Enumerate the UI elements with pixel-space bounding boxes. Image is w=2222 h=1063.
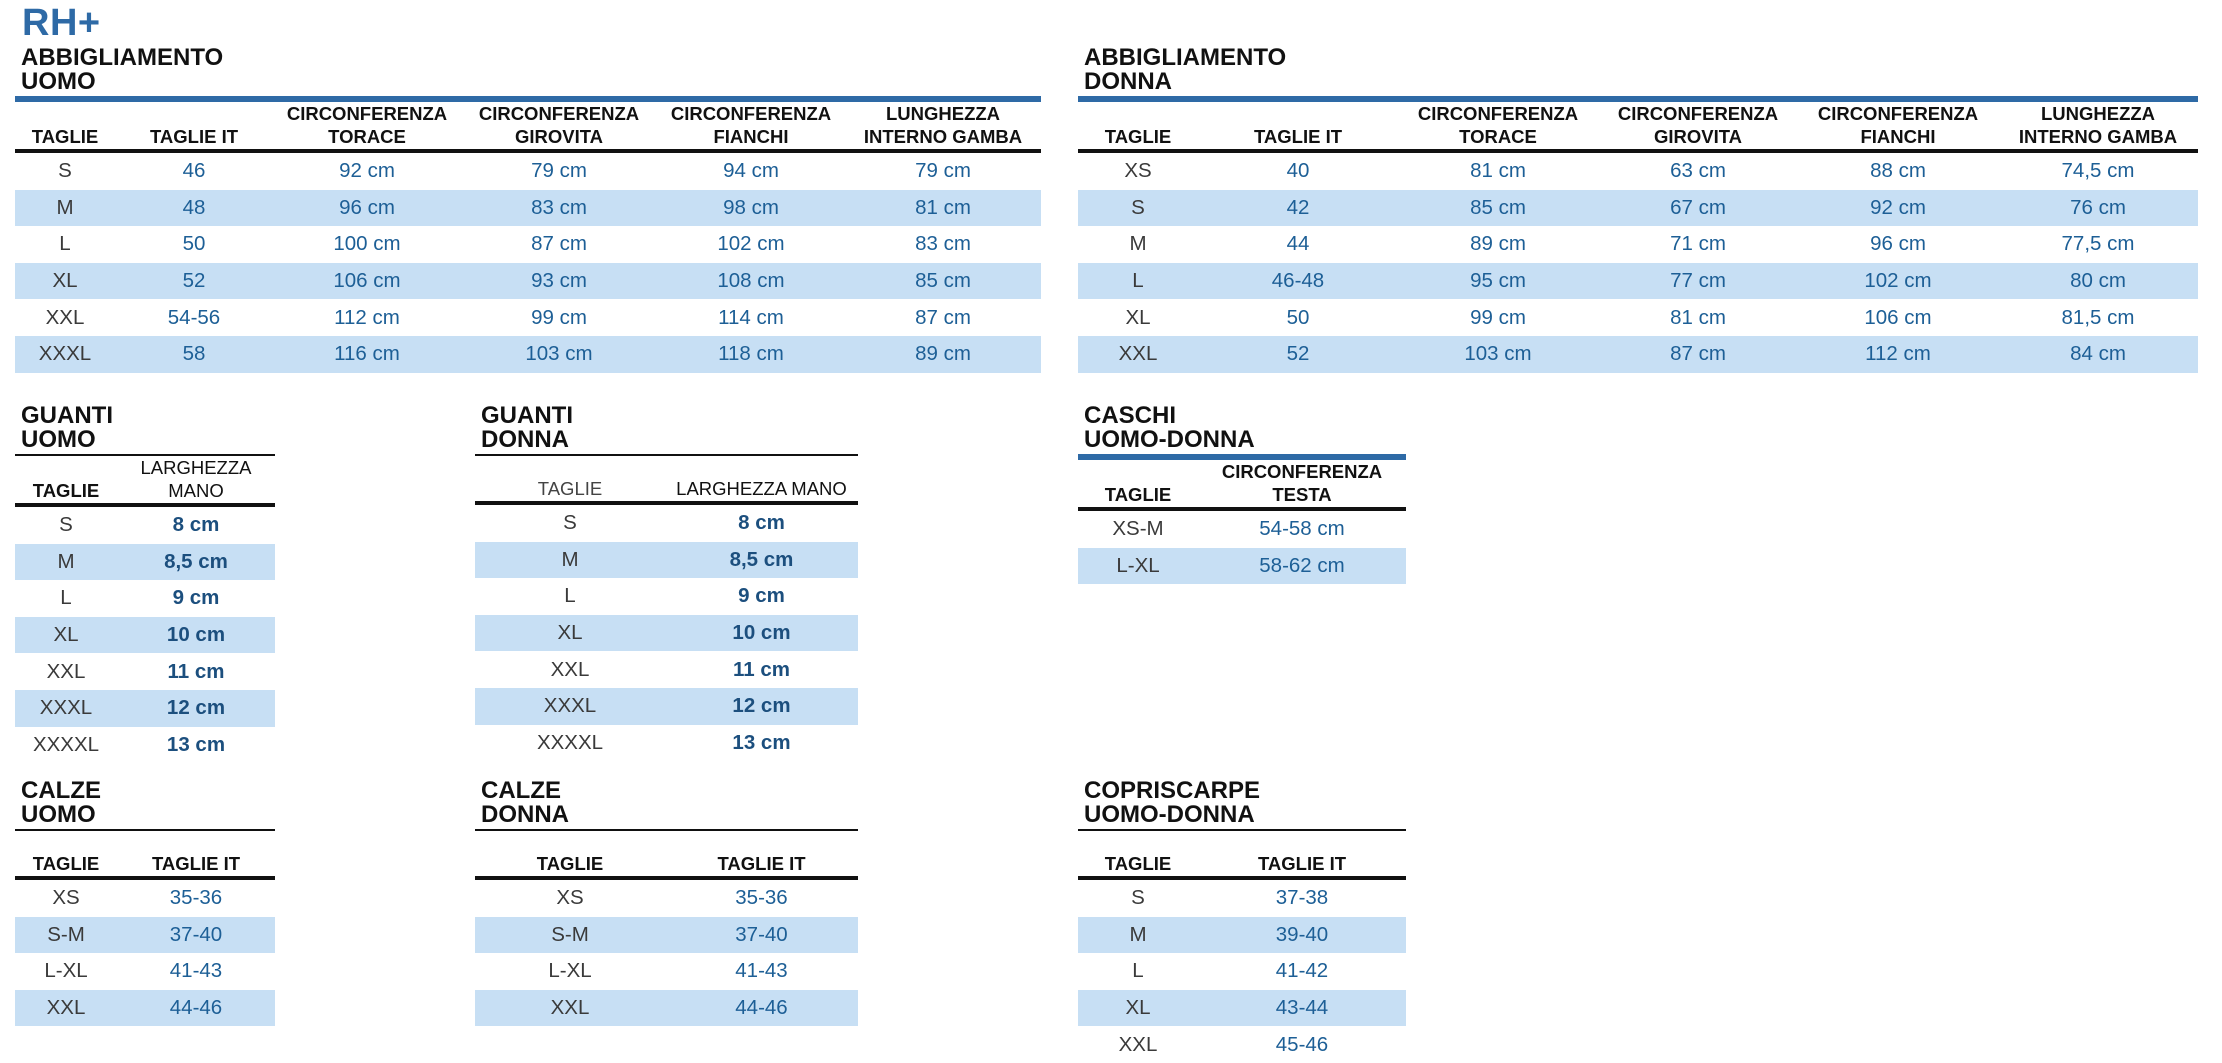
calze-donna-table bbox=[475, 829, 858, 1026]
column-header: TAGLIE IT bbox=[117, 830, 275, 878]
size-cell: XS bbox=[556, 886, 584, 910]
column-header: CIRCONFERENZA FIANCHI bbox=[657, 99, 845, 151]
value-cell: 85 cm bbox=[1398, 190, 1598, 227]
size-cell: S bbox=[1131, 886, 1145, 910]
table-row bbox=[15, 226, 1041, 263]
value-cell: 50 bbox=[182, 232, 206, 256]
column-header: TAGLIE bbox=[1078, 830, 1198, 878]
value-cell: 92 cm bbox=[1798, 190, 1998, 227]
guanti-uomo-table bbox=[15, 454, 275, 763]
size-cell: L-XL bbox=[44, 959, 88, 983]
value-cell: 46-48 bbox=[1198, 263, 1398, 300]
value-cell: 13 cm bbox=[732, 730, 791, 754]
value-cell: 54-56 bbox=[167, 305, 221, 329]
table-row bbox=[1078, 190, 2198, 227]
value-cell: 12 cm bbox=[117, 690, 275, 727]
value-cell: 87 cm bbox=[531, 232, 587, 256]
value-cell: 103 cm bbox=[461, 336, 657, 373]
size-cell: XXL bbox=[1118, 1032, 1158, 1056]
column-header: LUNGHEZZA INTERNO GAMBA bbox=[845, 99, 1041, 151]
value-cell: 58 bbox=[115, 336, 273, 373]
value-cell: 41-42 bbox=[1275, 959, 1329, 983]
header-row bbox=[1078, 830, 1406, 878]
value-cell: 112 cm bbox=[1798, 336, 1998, 373]
size-cell: M bbox=[1129, 232, 1147, 256]
table-row bbox=[475, 990, 858, 1027]
size-cell: XXXXL bbox=[32, 732, 100, 756]
value-cell: 112 cm bbox=[334, 305, 400, 329]
column-header: TAGLIE bbox=[1078, 99, 1198, 151]
column-header: TAGLIE bbox=[1078, 457, 1198, 509]
value-cell: 8,5 cm bbox=[117, 544, 275, 581]
header-row bbox=[15, 455, 275, 505]
size-cell: XXL bbox=[1078, 336, 1198, 373]
value-cell: 9 cm bbox=[738, 584, 785, 608]
section-title: CALZE UOMO bbox=[21, 777, 101, 828]
column-header: LARGHEZZA MANO bbox=[117, 455, 275, 505]
value-cell: 13 cm bbox=[166, 732, 226, 756]
section-title: CALZE DONNA bbox=[481, 777, 569, 828]
table-row bbox=[1078, 299, 2198, 336]
size-cell: M bbox=[1078, 917, 1198, 954]
column-header: LUNGHEZZA INTERNO GAMBA bbox=[1998, 99, 2198, 151]
table-row bbox=[475, 953, 858, 990]
brand-logo: RH+ bbox=[22, 2, 101, 44]
value-cell: 35-36 bbox=[169, 886, 223, 910]
size-cell: XXL bbox=[45, 305, 85, 329]
value-cell: 81 cm bbox=[1470, 159, 1526, 183]
value-cell: 37-38 bbox=[1275, 886, 1329, 910]
table-row bbox=[475, 542, 858, 579]
column-header: TAGLIE bbox=[475, 830, 665, 878]
table-row bbox=[15, 336, 1041, 373]
table-row bbox=[1078, 878, 1406, 917]
value-cell: 92 cm bbox=[339, 159, 395, 183]
value-cell: 8 cm bbox=[738, 511, 785, 535]
header-row bbox=[475, 830, 858, 878]
value-cell: 11 cm bbox=[733, 657, 790, 681]
size-cell: L-XL bbox=[548, 959, 592, 983]
abbigliamento-donna-table bbox=[1078, 96, 2198, 373]
header-row bbox=[1078, 99, 2198, 151]
size-cell: M bbox=[15, 190, 115, 227]
table-row bbox=[475, 878, 858, 917]
value-cell: 43-44 bbox=[1198, 990, 1406, 1027]
value-cell: 37-40 bbox=[117, 917, 275, 954]
table-row bbox=[1078, 953, 1406, 990]
column-header: CIRCONFERENZA FIANCHI bbox=[1798, 99, 1998, 151]
column-header: TAGLIE bbox=[15, 455, 117, 505]
size-cell: L bbox=[1132, 959, 1144, 983]
value-cell: 11 cm bbox=[167, 659, 225, 683]
table-row bbox=[15, 878, 275, 917]
value-cell: 94 cm bbox=[723, 159, 779, 183]
value-cell: 71 cm bbox=[1670, 232, 1726, 256]
abbigliamento-uomo-table bbox=[15, 96, 1041, 373]
size-cell: M bbox=[475, 542, 665, 579]
value-cell: 10 cm bbox=[117, 617, 275, 654]
section-abbigliamento-donna bbox=[1078, 46, 2198, 373]
table-row bbox=[1078, 917, 1406, 954]
table-row bbox=[15, 953, 275, 990]
table-row bbox=[15, 917, 275, 954]
size-cell: XS-M bbox=[1112, 517, 1164, 541]
value-cell: 93 cm bbox=[461, 263, 657, 300]
table-row bbox=[15, 617, 275, 654]
size-cell: M bbox=[15, 544, 117, 581]
header-row bbox=[1078, 457, 1406, 509]
value-cell: 40 bbox=[1286, 159, 1310, 183]
column-header: CIRCONFERENZA GIROVITA bbox=[1598, 99, 1798, 151]
table-row bbox=[1078, 226, 2198, 263]
section-copriscarpe-uomo-donna bbox=[1078, 779, 1406, 1063]
value-cell: 52 bbox=[115, 263, 273, 300]
value-cell: 114 cm bbox=[718, 305, 784, 329]
table-row bbox=[15, 505, 275, 544]
value-cell: 77 cm bbox=[1598, 263, 1798, 300]
size-cell: S bbox=[1078, 190, 1198, 227]
table-row bbox=[475, 503, 858, 542]
value-cell: 9 cm bbox=[172, 586, 220, 610]
table-row bbox=[15, 299, 1041, 336]
value-cell: 118 cm bbox=[657, 336, 845, 373]
copriscarpe-uomo-donna-table bbox=[1078, 829, 1406, 1063]
header-row bbox=[15, 99, 1041, 151]
table-row bbox=[15, 190, 1041, 227]
table-row bbox=[475, 615, 858, 652]
table-row bbox=[475, 688, 858, 725]
value-cell: 83 cm bbox=[915, 232, 971, 256]
table-row bbox=[15, 544, 275, 581]
value-cell: 81 cm bbox=[845, 190, 1041, 227]
table-row bbox=[15, 580, 275, 617]
section-guanti-donna bbox=[475, 404, 858, 761]
value-cell: 54-58 cm bbox=[1259, 517, 1345, 541]
caschi-uomo-donna-table bbox=[1078, 454, 1406, 584]
size-cell: S bbox=[58, 159, 72, 183]
table-row bbox=[475, 578, 858, 615]
value-cell: 102 cm bbox=[1798, 263, 1998, 300]
table-row bbox=[475, 651, 858, 688]
section-calze-uomo bbox=[15, 779, 275, 1026]
size-cell: XL bbox=[15, 263, 115, 300]
column-header: TAGLIE IT bbox=[115, 99, 273, 151]
table-row bbox=[15, 727, 275, 764]
value-cell: 8 cm bbox=[172, 513, 220, 537]
table-row bbox=[1078, 151, 2198, 190]
size-cell: XXL bbox=[46, 659, 86, 683]
size-cell: XS bbox=[52, 886, 80, 910]
section-guanti-uomo bbox=[15, 404, 275, 763]
size-cell: L bbox=[59, 232, 71, 256]
size-cell: XL bbox=[15, 617, 117, 654]
size-cell: S-M bbox=[475, 917, 665, 954]
value-cell: 98 cm bbox=[657, 190, 845, 227]
section-title: COPRISCARPE UOMO-DONNA bbox=[1084, 777, 1261, 828]
column-header: TAGLIE bbox=[475, 455, 665, 503]
value-cell: 48 bbox=[115, 190, 273, 227]
header-row bbox=[15, 830, 275, 878]
value-cell: 88 cm bbox=[1870, 159, 1926, 183]
column-header: CIRCONFERENZA GIROVITA bbox=[461, 99, 657, 151]
size-cell: XS bbox=[1124, 159, 1152, 183]
value-cell: 67 cm bbox=[1598, 190, 1798, 227]
size-cell: S bbox=[563, 511, 577, 535]
value-cell: 99 cm bbox=[531, 305, 587, 329]
size-cell: L bbox=[60, 586, 72, 610]
table-row bbox=[15, 653, 275, 690]
value-cell: 37-40 bbox=[665, 917, 858, 954]
value-cell: 87 cm bbox=[1598, 336, 1798, 373]
column-header: CIRCONFERENZA TORACE bbox=[1398, 99, 1598, 151]
value-cell: 96 cm bbox=[273, 190, 461, 227]
section-caschi-uomo-donna bbox=[1078, 404, 1406, 584]
value-cell: 96 cm bbox=[1870, 232, 1926, 256]
value-cell: 41-43 bbox=[735, 959, 788, 983]
value-cell: 89 cm bbox=[1470, 232, 1526, 256]
value-cell: 35-36 bbox=[735, 886, 788, 910]
value-cell: 76 cm bbox=[1998, 190, 2198, 227]
value-cell: 79 cm bbox=[531, 159, 587, 183]
value-cell: 46 bbox=[182, 159, 206, 183]
value-cell: 39-40 bbox=[1198, 917, 1406, 954]
value-cell: 8,5 cm bbox=[665, 542, 858, 579]
size-cell: XXXL bbox=[15, 336, 115, 373]
column-header: CIRCONFERENZA TORACE bbox=[273, 99, 461, 151]
size-cell: S-M bbox=[15, 917, 117, 954]
value-cell: 108 cm bbox=[657, 263, 845, 300]
value-cell: 80 cm bbox=[1998, 263, 2198, 300]
value-cell: 44 bbox=[1286, 232, 1310, 256]
value-cell: 63 cm bbox=[1670, 159, 1726, 183]
table-row bbox=[475, 917, 858, 954]
value-cell: 87 cm bbox=[915, 305, 971, 329]
column-header: TAGLIE IT bbox=[1198, 99, 1398, 151]
size-cell: XL bbox=[1078, 990, 1198, 1027]
size-cell: XXXL bbox=[475, 688, 665, 725]
section-abbigliamento-uomo bbox=[15, 46, 1041, 373]
value-cell: 81,5 cm bbox=[2061, 305, 2135, 329]
value-cell: 89 cm bbox=[845, 336, 1041, 373]
section-calze-donna bbox=[475, 779, 858, 1026]
size-cell: L bbox=[564, 584, 576, 608]
value-cell: 83 cm bbox=[461, 190, 657, 227]
size-cell: L bbox=[1078, 263, 1198, 300]
value-cell: 52 bbox=[1198, 336, 1398, 373]
value-cell: 45-46 bbox=[1275, 1032, 1329, 1056]
value-cell: 84 cm bbox=[1998, 336, 2198, 373]
guanti-donna-table bbox=[475, 454, 858, 761]
table-row bbox=[15, 690, 275, 727]
size-cell: XXXXL bbox=[536, 730, 604, 754]
value-cell: 44-46 bbox=[665, 990, 858, 1027]
value-cell: 85 cm bbox=[845, 263, 1041, 300]
value-cell: 12 cm bbox=[665, 688, 858, 725]
column-header: TAGLIE IT bbox=[665, 830, 858, 878]
section-title: GUANTI UOMO bbox=[21, 402, 113, 453]
section-title: ABBIGLIAMENTO DONNA bbox=[1084, 44, 1287, 95]
size-cell: L-XL bbox=[1078, 548, 1198, 585]
value-cell: 106 cm bbox=[273, 263, 461, 300]
value-cell: 10 cm bbox=[665, 615, 858, 652]
size-cell: XXL bbox=[475, 990, 665, 1027]
table-row bbox=[15, 990, 275, 1027]
value-cell: 74,5 cm bbox=[2061, 159, 2135, 183]
table-row bbox=[1078, 509, 1406, 548]
size-cell: S bbox=[59, 513, 73, 537]
value-cell: 81 cm bbox=[1670, 305, 1726, 329]
table-row bbox=[15, 263, 1041, 300]
value-cell: 99 cm bbox=[1470, 305, 1526, 329]
table-row bbox=[1078, 336, 2198, 373]
column-header: CIRCONFERENZA TESTA bbox=[1198, 457, 1406, 509]
size-cell: XXL bbox=[15, 990, 117, 1027]
value-cell: 50 bbox=[1286, 305, 1310, 329]
value-cell: 100 cm bbox=[333, 232, 401, 256]
header-row bbox=[475, 455, 858, 503]
table-row bbox=[1078, 263, 2198, 300]
value-cell: 106 cm bbox=[1864, 305, 1932, 329]
value-cell: 58-62 cm bbox=[1198, 548, 1406, 585]
column-header: TAGLIE bbox=[15, 99, 115, 151]
column-header: TAGLIE IT bbox=[1198, 830, 1406, 878]
value-cell: 42 bbox=[1198, 190, 1398, 227]
table-row bbox=[1078, 548, 1406, 585]
calze-uomo-table bbox=[15, 829, 275, 1026]
table-row bbox=[15, 151, 1041, 190]
value-cell: 41-43 bbox=[169, 959, 223, 983]
size-cell: XXL bbox=[550, 657, 590, 681]
value-cell: 79 cm bbox=[915, 159, 971, 183]
value-cell: 102 cm bbox=[717, 232, 785, 256]
value-cell: 77,5 cm bbox=[2061, 232, 2135, 256]
size-cell: XL bbox=[1125, 305, 1151, 329]
table-row bbox=[1078, 990, 1406, 1027]
column-header: TAGLIE bbox=[15, 830, 117, 878]
value-cell: 44-46 bbox=[117, 990, 275, 1027]
section-title: GUANTI DONNA bbox=[481, 402, 573, 453]
value-cell: 116 cm bbox=[273, 336, 461, 373]
size-cell: XXXL bbox=[15, 690, 117, 727]
table-row bbox=[1078, 1026, 1406, 1063]
section-title: ABBIGLIAMENTO UOMO bbox=[21, 44, 224, 95]
table-row bbox=[475, 725, 858, 762]
size-cell: XL bbox=[475, 615, 665, 652]
section-title: CASCHI UOMO-DONNA bbox=[1084, 402, 1255, 453]
value-cell: 95 cm bbox=[1398, 263, 1598, 300]
value-cell: 103 cm bbox=[1398, 336, 1598, 373]
column-header: LARGHEZZA MANO bbox=[665, 455, 858, 503]
